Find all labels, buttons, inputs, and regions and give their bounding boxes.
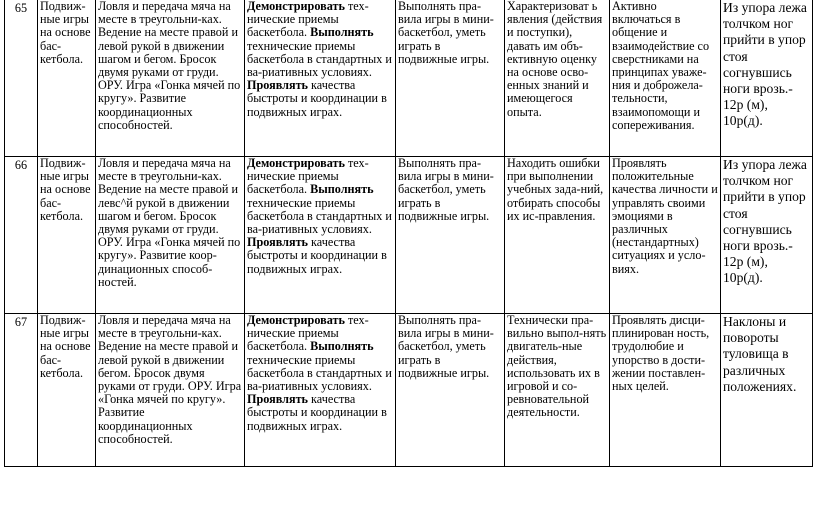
evaluation-skills: Технически пра-вильно выпол-нять двигатель-ные действия, использовать их в игровой и со-ревновательной деятельности. bbox=[505, 314, 610, 467]
homework: Из упора лежа толчком ног прийти в упор стоя согнувшись ноги врозь.- 12р (м), 10р(д). bbox=[721, 157, 813, 314]
evaluation-skills: Характеризоват ь явления (действия и поступки), давать им объ-ективную оценку на основе осво-енных знаний и имеющегося опыта. bbox=[505, 0, 610, 157]
demo-text: тех-нические приемы баскетбола. bbox=[247, 313, 369, 354]
lesson-topic: Подвиж-ные игры на основе бас-кетбола. bbox=[38, 314, 96, 467]
perform-label: Выполнять bbox=[307, 182, 374, 197]
perform-text: технические приемы баскетбола в стандартных и ва-риативных условиях. bbox=[247, 352, 392, 394]
perform-label: Выполнять bbox=[307, 25, 374, 40]
show-text: качества быстроты и координации в подвижных играх. bbox=[247, 78, 387, 119]
lesson-number: 65 bbox=[5, 0, 38, 157]
personal-results: Активно включаться в общение и взаимодействие со сверстниками на принципах уваже-ния и доброжела-тельности, взаимопомощи и сопереживания. bbox=[610, 0, 721, 157]
lesson-content: Ловля и передача мяча на месте в треугольни-ках. Ведение на месте правой и левой рукой в движении бегом. Бросок двумя руками от груди. ОРУ. Игра «Гонка мячей по кругу». Развитие координационных способностей. bbox=[96, 314, 245, 467]
homework: Из упора лежа толчком ног прийти в упор стоя согнувшись ноги врозь.- 12р (м), 10р(д). bbox=[721, 0, 813, 157]
show-text: качества быстроты и координации в подвижных играх. bbox=[247, 392, 387, 433]
show-label: Проявлять bbox=[247, 235, 308, 250]
perform-text: технические приемы баскетбола в стандартных и ва-риативных условиях. bbox=[247, 195, 392, 237]
demo-label: Демонстрировать bbox=[247, 0, 345, 13]
demo-text: тех-нические приемы баскетбола. bbox=[247, 0, 369, 40]
lesson-number: 67 bbox=[5, 314, 38, 467]
lesson-plan-table bbox=[4, 0, 813, 467]
homework: Наклоны и повороты туловища в различных положениях. bbox=[721, 314, 813, 467]
lesson-number: 66 bbox=[5, 157, 38, 314]
show-label: Проявлять bbox=[247, 392, 308, 407]
perform-label: Выполнять bbox=[307, 339, 374, 354]
lesson-content: Ловля и передача мяча на месте в треугольни-ках. Ведение на месте правой и левс^й рукой в движении шагом и бегом. Бросок двумя руками от груди. ОРУ. Игра «Гонка мячей по кругу». Развитие коор-динационных способ-ностей. bbox=[96, 157, 245, 314]
show-label: Проявлять bbox=[247, 78, 308, 93]
lesson-content: Ловля и передача мяча на месте в треугольни-ках. Ведение на месте правой и левой рукой в движении шагом и бегом. Бросок двумя руками от груди. ОРУ. Игра «Гонка мячей по кругу». Развитие координационных способностей. bbox=[96, 0, 245, 157]
demo-label: Демонстрировать bbox=[247, 156, 345, 170]
subject-results bbox=[245, 157, 396, 314]
game-skills: Выполнять пра-вила игры в мини- баскетбол, уметь играть в подвижные игры. bbox=[396, 157, 505, 314]
lesson-topic: Подвиж-ные игры на основе бас-кетбола. bbox=[38, 157, 96, 314]
table-row bbox=[5, 157, 813, 314]
game-skills: Выполнять пра-вила игры в мини- баскетбол, уметь играть в подвижные игры. bbox=[396, 314, 505, 467]
evaluation-skills: Находить ошибки при выполнении учебных зада-ний, отбирать способы их ис-правления. bbox=[505, 157, 610, 314]
show-text: качества быстроты и координации в подвижных играх. bbox=[247, 235, 387, 276]
demo-label: Демонстрировать bbox=[247, 313, 345, 327]
subject-results bbox=[245, 314, 396, 467]
game-skills: Выполнять пра-вила игры в мини- баскетбол, уметь играть в подвижные игры. bbox=[396, 0, 505, 157]
table-row bbox=[5, 0, 813, 157]
personal-results: Проявлять положительные качества личности и управлять своими эмоциями в различных (нестандартных) ситуациях и усло-виях. bbox=[610, 157, 721, 314]
personal-results: Проявлять дисци-плинирован ность, трудолюбие и упорство в дости-жении поставлен-ных целей. bbox=[610, 314, 721, 467]
perform-text: технические приемы баскетбола в стандартных и ва-риативных условиях. bbox=[247, 38, 392, 80]
demo-text: тех-нические приемы баскетбола. bbox=[247, 156, 369, 197]
lesson-topic: Подвиж-ные игры на основе бас-кетбола. bbox=[38, 0, 96, 157]
table-row bbox=[5, 314, 813, 467]
subject-results bbox=[245, 0, 396, 157]
